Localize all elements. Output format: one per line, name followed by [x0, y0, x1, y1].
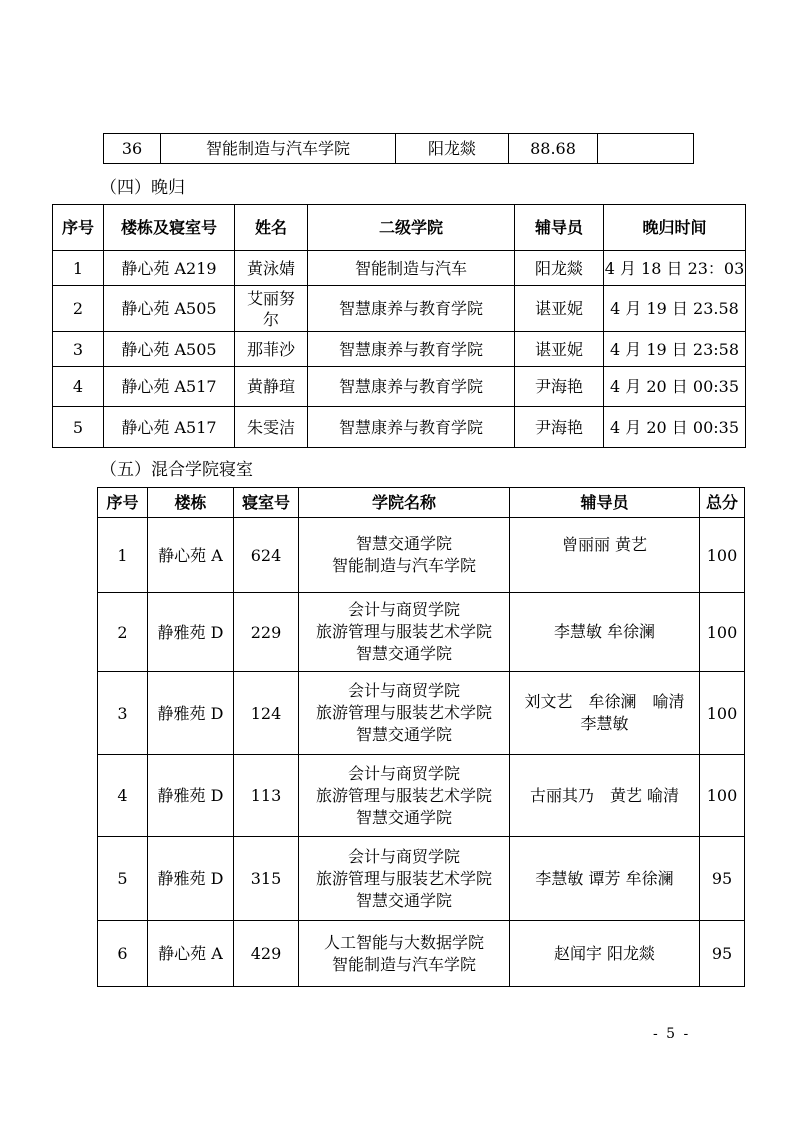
table-row [53, 332, 746, 367]
college-line: 旅游管理与服装艺术学院 [315, 868, 492, 888]
cell-score: 100 [700, 672, 745, 755]
college-line: 会计与商贸学院 [347, 846, 460, 866]
cell-room: 624 [234, 518, 299, 593]
cell-no: 3 [98, 672, 148, 755]
page-number: - 5 - [653, 1026, 691, 1042]
cell-late-time: 4 月 20 日 00:35 [604, 367, 746, 407]
header-total-score: 总分 [700, 488, 745, 518]
college-line: 人工智能与大数据学院 [323, 932, 484, 952]
cell-colleges [299, 593, 510, 672]
counselor-line: 古丽其乃 黄艺 喻清 [529, 785, 680, 805]
table-row [53, 367, 746, 407]
cell-room: 315 [234, 837, 299, 921]
header-college: 二级学院 [308, 205, 515, 251]
counselor-line: 曾丽丽 黄艺 [561, 535, 648, 554]
cell-building-room: 静心苑 A505 [104, 332, 235, 367]
cell-no: 3 [53, 332, 104, 367]
counselor-line: 刘文艺 牟徐澜 喻清 [524, 692, 685, 711]
cell-no: 4 [98, 755, 148, 837]
cell-late-time: 4 月 20 日 00:35 [604, 407, 746, 448]
counselor-line: 李慧敏 谭芳 牟徐澜 [535, 868, 674, 888]
cell-score: 100 [700, 755, 745, 837]
cell-late-time: 4 月 19 日 23.58 [604, 286, 746, 332]
cell-counselor: 阳龙燚 [396, 134, 509, 164]
cell-no: 4 [53, 367, 104, 407]
cell-room: 229 [234, 593, 299, 672]
college-line: 智慧交通学院 [355, 807, 452, 827]
cell-no: 2 [53, 286, 104, 332]
cell-college: 智慧康养与教育学院 [308, 407, 515, 448]
header-no: 序号 [53, 205, 104, 251]
cell-counselor: 谌亚妮 [515, 286, 604, 332]
table-row [98, 672, 745, 755]
cell-name: 那菲沙 [235, 332, 308, 367]
cell-no: 36 [104, 134, 161, 164]
header-no: 序号 [98, 488, 148, 518]
table-row [98, 593, 745, 672]
cell-colleges [299, 672, 510, 755]
cell-late-time: 4 月 19 日 23:58 [604, 332, 746, 367]
college-line: 会计与商贸学院 [347, 681, 460, 700]
cell-score: 95 [700, 837, 745, 921]
cell-counselors [510, 837, 700, 921]
table-row [98, 837, 745, 921]
cell-building-room: 静心苑 A517 [104, 407, 235, 448]
cell-name: 黄静瑄 [235, 367, 308, 407]
header-building-room: 楼栋及寝室号 [104, 205, 235, 251]
late-return-table [52, 204, 746, 448]
cell-college: 智能制造与汽车学院 [161, 134, 396, 164]
header-counselor: 辅导员 [510, 488, 700, 518]
counselor-line: 李慧敏 牟徐澜 [553, 622, 656, 641]
header-late-time: 晚归时间 [604, 205, 746, 251]
cell-building-room: 静心苑 A219 [104, 251, 235, 286]
college-line: 智慧交通学院 [355, 534, 452, 553]
cell-building: 静雅苑 D [148, 755, 234, 837]
section-title-late-return: （四）晚归 [100, 178, 185, 198]
cell-no: 5 [98, 837, 148, 921]
header-counselor: 辅导员 [515, 205, 604, 251]
table-row [104, 134, 694, 164]
college-line: 旅游管理与服装艺术学院 [315, 622, 492, 641]
cell-counselor: 尹海艳 [515, 407, 604, 448]
cell-score: 100 [700, 518, 745, 593]
cell-colleges [299, 837, 510, 921]
cell-counselor: 谌亚妮 [515, 332, 604, 367]
cell-counselors [510, 672, 700, 755]
cell-building: 静心苑 A [148, 518, 234, 593]
header-building: 楼栋 [148, 488, 234, 518]
cell-college: 智慧康养与教育学院 [308, 286, 515, 332]
cell-counselors [510, 593, 700, 672]
cell-colleges [299, 755, 510, 837]
college-line: 旅游管理与服装艺术学院 [315, 785, 492, 805]
cell-building: 静雅苑 D [148, 837, 234, 921]
college-line: 智慧交通学院 [355, 890, 452, 910]
cell-empty [598, 134, 694, 164]
college-line: 旅游管理与服装艺术学院 [315, 703, 492, 722]
cell-college: 智能制造与汽车 [308, 251, 515, 286]
table-row [53, 251, 746, 286]
cell-room: 429 [234, 921, 299, 987]
cell-late-time: 4 月 18 日 23：03 [604, 251, 746, 286]
table-header-row [98, 488, 745, 518]
cell-counselors [510, 755, 700, 837]
college-line: 智慧交通学院 [355, 644, 452, 663]
table-row [98, 755, 745, 837]
table-row [98, 518, 745, 593]
table-row [53, 286, 746, 332]
header-name: 姓名 [235, 205, 308, 251]
cell-college: 智慧康养与教育学院 [308, 332, 515, 367]
college-line: 智能制造与汽车学院 [331, 954, 476, 974]
cell-score: 88.68 [509, 134, 598, 164]
counselor-line: 赵闻宇 阳龙燚 [553, 943, 656, 963]
cell-building: 静雅苑 D [148, 593, 234, 672]
mixed-dorm-table [97, 487, 745, 987]
cell-no: 1 [98, 518, 148, 593]
cell-room: 113 [234, 755, 299, 837]
cell-name: 黄泳婧 [235, 251, 308, 286]
cell-room: 124 [234, 672, 299, 755]
header-room: 寝室号 [234, 488, 299, 518]
cell-score: 95 [700, 921, 745, 987]
cell-no: 5 [53, 407, 104, 448]
cell-counselors [510, 921, 700, 987]
header-college-name: 学院名称 [299, 488, 510, 518]
cell-no: 1 [53, 251, 104, 286]
college-line: 会计与商贸学院 [347, 763, 460, 783]
top-table [103, 133, 694, 164]
table-header-row [53, 205, 746, 251]
cell-name: 艾丽努尔 [235, 286, 308, 332]
cell-building: 静雅苑 D [148, 672, 234, 755]
cell-college: 智慧康养与教育学院 [308, 367, 515, 407]
cell-counselors [510, 518, 700, 593]
college-line: 智能制造与汽车学院 [331, 556, 476, 575]
cell-building-room: 静心苑 A517 [104, 367, 235, 407]
cell-counselor: 尹海艳 [515, 367, 604, 407]
cell-name: 朱雯洁 [235, 407, 308, 448]
table-row [53, 407, 746, 448]
section-title-mixed-dorms: （五）混合学院寝室 [100, 460, 253, 480]
cell-counselor: 阳龙燚 [515, 251, 604, 286]
college-line: 智慧交通学院 [355, 725, 452, 744]
counselor-line: 李慧敏 [580, 714, 629, 733]
cell-colleges [299, 518, 510, 593]
cell-score: 100 [700, 593, 745, 672]
cell-building-room: 静心苑 A505 [104, 286, 235, 332]
cell-building: 静心苑 A [148, 921, 234, 987]
cell-no: 6 [98, 921, 148, 987]
cell-no: 2 [98, 593, 148, 672]
college-line: 会计与商贸学院 [347, 600, 460, 619]
cell-colleges [299, 921, 510, 987]
table-row [98, 921, 745, 987]
